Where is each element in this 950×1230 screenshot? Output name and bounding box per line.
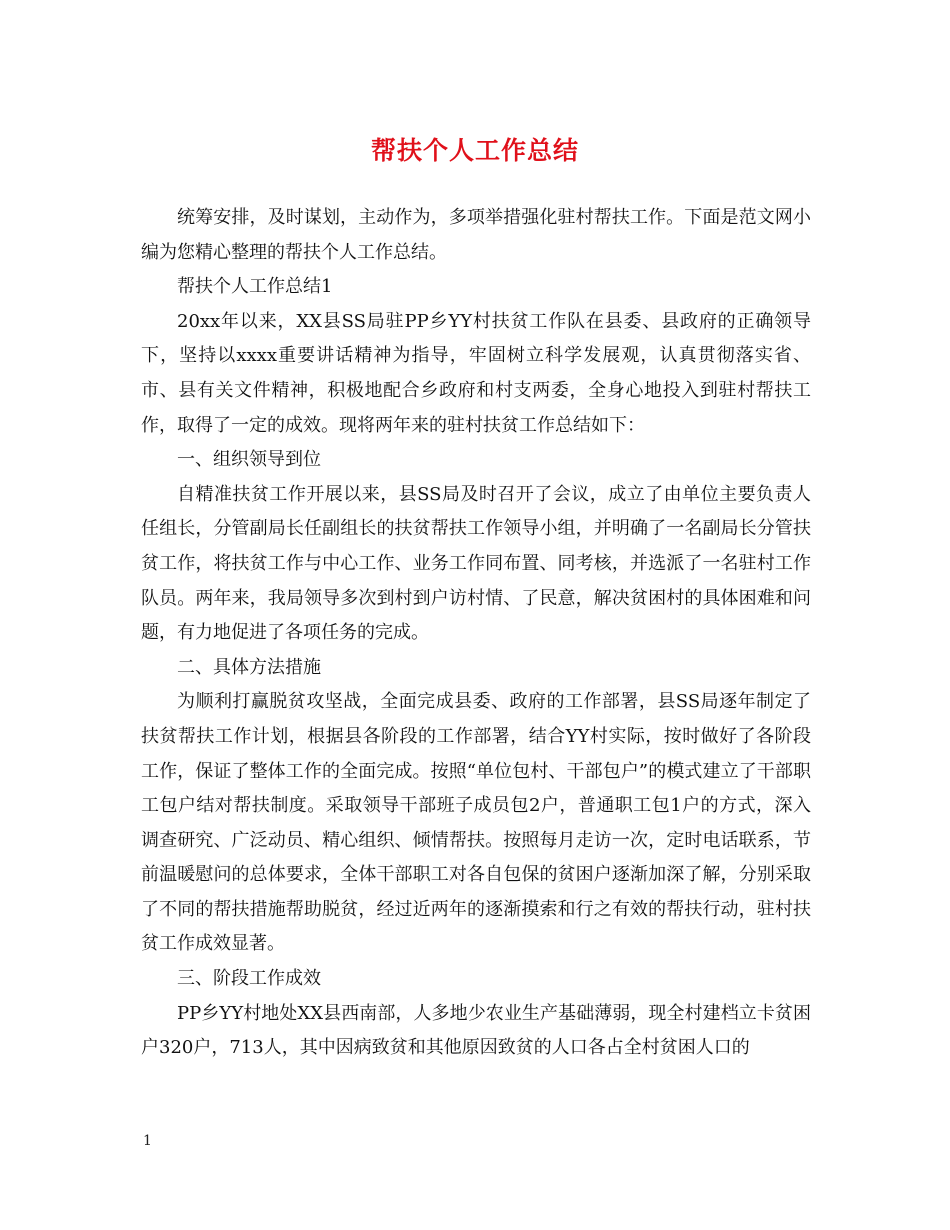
section-heading-results: 三、阶段工作成效 <box>177 968 321 990</box>
document-title: 帮扶个人工作总结 <box>370 136 579 165</box>
organization-paragraph: 自精准扶贫工作开展以来，县SS局及时召开了会议，成立了由单位主要负责人任组长，分管副局长任副组长的扶贫帮扶工作领导小组，并明确了一名副局长分管扶贫工作，将扶贫工作与中心工作、业务工作同布置、同考核，并选派了一名驻村工作队员。两年来，我局领导多次到村到户访村情、了民意，解决贫困村的具体困难和问题，有力地促进了各项任务的完成。 <box>141 483 811 644</box>
section-heading-methods: 二、具体方法措施 <box>177 656 321 678</box>
summary-paragraph: 20xx年以来，XX县SS局驻PP乡YY村扶贫工作队在县委、县政府的正确领导下，坚持以xxxx重要讲话精神为指导，牢固树立科学发展观，认真贯彻落实省、市、县有关文件精神，积极地配合乡政府和村支两委，全身心地投入到驻村帮扶工作，取得了一定的成效。现将两年来的驻村扶贫工作总结如下： <box>141 310 811 436</box>
document-body <box>141 201 811 1066</box>
section-heading-organization: 一、组织领导到位 <box>177 449 321 471</box>
results-paragraph: PP乡YY村地处XX县西南部，人多地少农业生产基础薄弱，现全村建档立卡贫困户320户，713人，其中因病致贫和其他原因致贫的人口各占全村贫困人口的 <box>141 1002 811 1059</box>
intro-paragraph: 统筹安排，及时谋划，主动作为，多项举措强化驻村帮扶工作。下面是范文网小编为您精心整理的帮扶个人工作总结。 <box>141 207 811 263</box>
section-heading-summary-1: 帮扶个人工作总结1 <box>177 276 333 298</box>
page-number: 1 <box>143 1133 152 1149</box>
methods-paragraph: 为顺利打赢脱贫攻坚战，全面完成县委、政府的工作部署，县SS局逐年制定了扶贫帮扶工作计划，根据县各阶段的工作部署，结合YY村实际，按时做好了各阶段工作，保证了整体工作的全面完成。按照“单位包村、干部包户”的模式建立了干部职工包户结对帮扶制度。采取领导干部班子成员包2户，普通职工包1户的方式，深入调查研究、广泛动员、精心组织、倾情帮扶。按照每月走访一次，定时电话联系，节前温暖慰问的总体要求，全体干部职工对各自包保的贫困户逐渐加深了解，分别采取了不同的帮扶措施帮助脱贫，经过近两年的逐渐摸索和行之有效的帮扶行动，驻村扶贫工作成效显著。 <box>141 691 811 955</box>
